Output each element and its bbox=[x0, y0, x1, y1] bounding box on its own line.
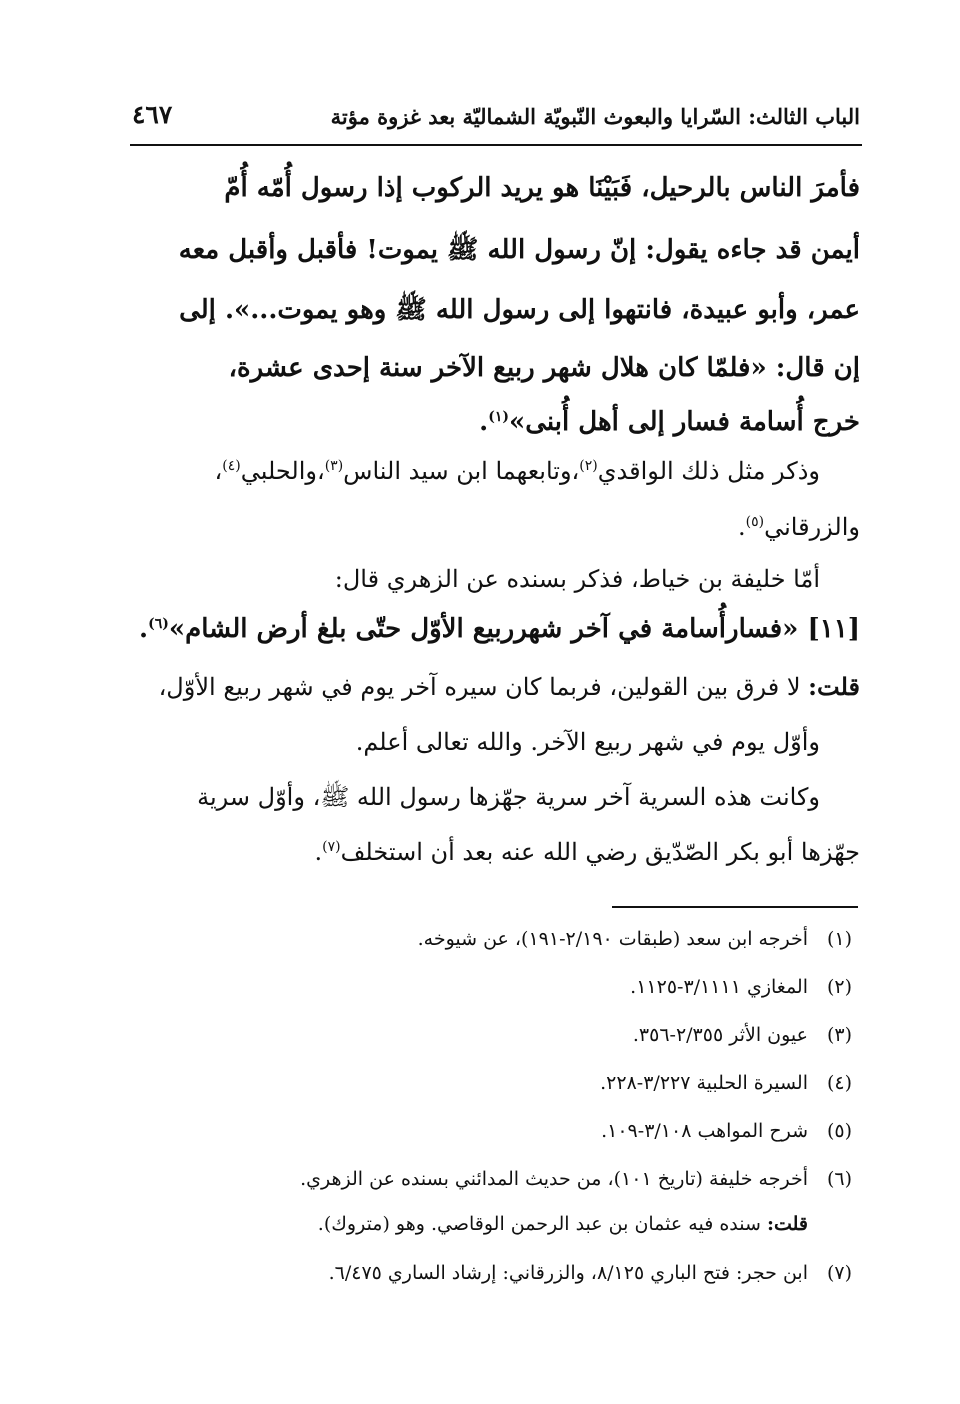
footnote-ref-4: (٤) bbox=[222, 458, 241, 474]
footnote-4 bbox=[100, 1072, 852, 1094]
quote-line-1: فأمرَ الناس بالرحيل، فَبَيْنَا هو يريد الركوب إذا رسول أُمّه أُمّ bbox=[224, 173, 860, 203]
quote-line-2: أيمن قد جاءه يقول: إنّ رسول الله ﷺ يموت! فأقبل وأقبل معه bbox=[178, 235, 860, 265]
last-para-line-2 bbox=[100, 838, 860, 866]
footnote-1 bbox=[100, 928, 852, 950]
qultu-text-1: لا فرق بين القولين، فربما كان سيره آخر يوم في شهر ربيع الأوّل، bbox=[158, 673, 801, 701]
quote-line-3: عمر، وأبو عبيدة، فانتهوا إلى رسول الله ﷺ وهو يموت...». إلى bbox=[179, 295, 860, 325]
khalifa-intro: أمّا خليفة بن خياط، فذكر بسنده عن الزهري قال: bbox=[334, 565, 820, 593]
footnote-6 bbox=[100, 1168, 852, 1190]
footnote-number: (٤) bbox=[826, 1072, 852, 1094]
footnote-6-comment-text: سنده فيه عثمان بن عبد الرحمن الوقاصي. وهو (متروك). bbox=[317, 1213, 761, 1235]
waqidi-line-1 bbox=[100, 457, 820, 485]
waqidi-text-1: وذكر مثل ذلك الواقدي bbox=[597, 457, 820, 485]
footnote-number: (٣) bbox=[826, 1024, 852, 1046]
footnote-ref-5: (٥) bbox=[745, 514, 765, 530]
quote-line-5-tail: . bbox=[479, 407, 489, 437]
running-title: الباب الثالث: السّرايا والبعوث النّبويّة الشماليّة بعد غزوة مؤتة bbox=[330, 104, 860, 129]
narration-11 bbox=[100, 614, 860, 644]
quote-line-4: إن قال: «فلمّا كان هلال شهر ربيع الآخر سنة إحدى عشرة، bbox=[228, 353, 860, 383]
waqidi-line-2 bbox=[100, 513, 860, 541]
footnote-number: (٥) bbox=[826, 1120, 852, 1142]
last-para-line-1: وكانت هذه السرية آخر سرية جهّزها رسول الله ﷺ، وأوّل سرية bbox=[197, 783, 820, 811]
footnote-2 bbox=[100, 976, 852, 998]
footnote-text: شرح المواهب ٣/١٠٨-١٠٩. bbox=[601, 1120, 808, 1142]
footnote-ref-6: (٦) bbox=[148, 616, 169, 632]
footnote-text: ابن حجر: فتح الباري ٨/١٢٥، والزرقاني: إرشاد الساري ٦/٤٧٥. bbox=[328, 1262, 808, 1284]
footnote-ref-1: (١) bbox=[488, 409, 509, 425]
waqidi-text-5: والزرقاني bbox=[764, 513, 860, 541]
footnote-ref-7: (٧) bbox=[322, 839, 341, 855]
qultu-label: قلت: bbox=[808, 672, 860, 701]
footnote-6-comment bbox=[100, 1213, 808, 1235]
quote-line-5-text: خرج أُسامة فسار إلى أهل أُبنى» bbox=[508, 407, 860, 437]
page-number: ٤٦٧ bbox=[132, 100, 173, 129]
footnote-text: أخرجه خليفة (تاريخ ١٠١)، من حديث المدائني بسنده عن الزهري. bbox=[300, 1168, 808, 1190]
footnote-number: (٦) bbox=[826, 1168, 852, 1190]
footnote-number: (١) bbox=[826, 928, 852, 950]
footnote-text: المغازي ٣/١١١١-١١٢٥. bbox=[630, 976, 808, 998]
waqidi-text-4: ، bbox=[214, 457, 223, 485]
qultu-line-1 bbox=[100, 672, 860, 701]
narration-number: [١١] bbox=[807, 614, 860, 644]
page-header bbox=[130, 96, 862, 146]
footnote-number: (٧) bbox=[826, 1262, 852, 1284]
last-para-tail: . bbox=[314, 838, 323, 866]
waqidi-text-6: . bbox=[738, 513, 746, 541]
footnote-text: السيرة الحلبية ٣/٢٢٧-٢٢٨. bbox=[600, 1072, 808, 1094]
qultu-line-2: وأوّل يوم في شهر ربيع الآخر. والله تعالى أعلم. bbox=[355, 728, 820, 756]
footnote-number: (٢) bbox=[826, 976, 852, 998]
footnote-separator bbox=[612, 906, 858, 908]
waqidi-text-3: ،والحلبي bbox=[240, 457, 325, 485]
last-para-text: جهّزها أبو بكر الصّدّيق رضي الله عنه بعد أن استخلف bbox=[340, 838, 860, 866]
footnote-3 bbox=[100, 1024, 852, 1046]
footnote-text: عيون الأثر ٢/٣٥٥-٣٥٦. bbox=[632, 1024, 808, 1046]
footnote-7 bbox=[100, 1262, 852, 1284]
footnote-text: أخرجه ابن سعد (طبقات ٢/١٩٠-١٩١)، عن شيوخه. bbox=[417, 928, 808, 950]
footnote-5 bbox=[100, 1120, 852, 1142]
footnote-ref-2: (٢) bbox=[579, 458, 598, 474]
waqidi-text-2: ،وتابعهما ابن سيد الناس bbox=[343, 457, 580, 485]
quote-line-5 bbox=[100, 407, 860, 437]
footnote-6-label: قلت: bbox=[766, 1213, 808, 1235]
narration-tail: . bbox=[139, 614, 149, 644]
narration-text: «فسارأُسامة في آخر شهرربيع الأوّل حتّى بلغ أرض الشام» bbox=[168, 614, 799, 644]
footnote-ref-3: (٣) bbox=[324, 458, 344, 474]
